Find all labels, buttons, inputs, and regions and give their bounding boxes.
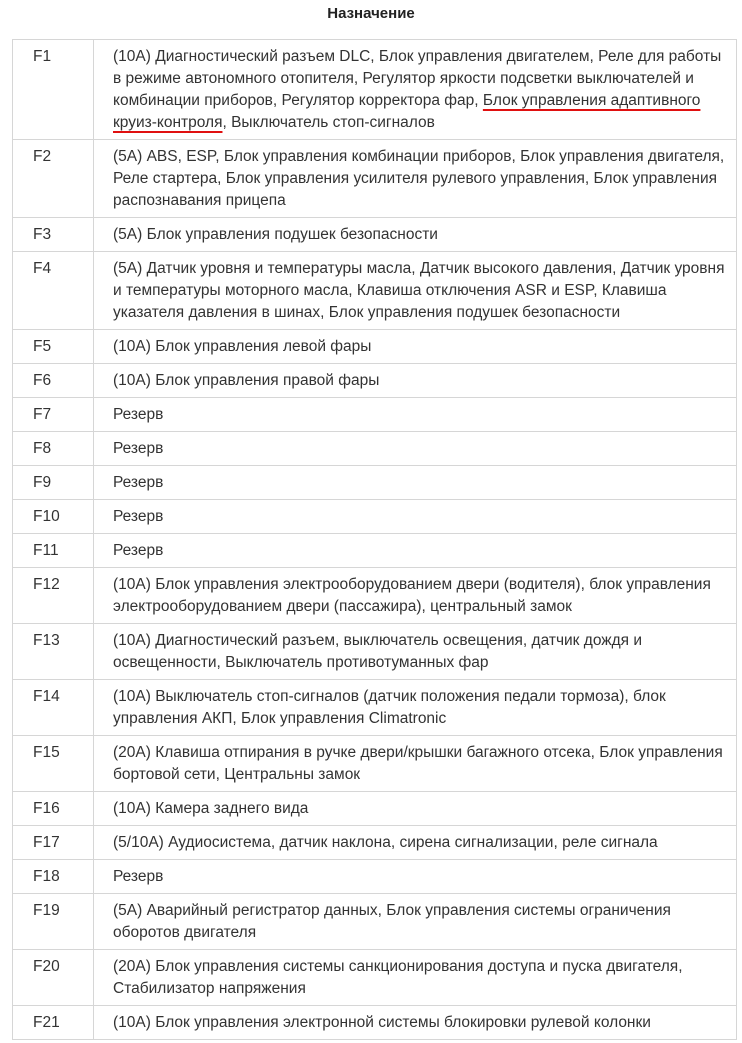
- fuse-number: F4: [13, 252, 94, 330]
- fuse-number: F11: [13, 534, 94, 568]
- fuse-number: F21: [13, 1006, 94, 1040]
- fuse-description: (10А) Блок управления левой фары: [94, 330, 737, 364]
- fuse-number: F9: [13, 466, 94, 500]
- table-row: [13, 500, 737, 534]
- fuse-description: [94, 40, 737, 140]
- fuse-number: F3: [13, 218, 94, 252]
- fuse-number: F18: [13, 860, 94, 894]
- highlighted-text: Блок управления адаптивного круиз-контроля: [113, 92, 701, 131]
- fuse-number: F7: [13, 398, 94, 432]
- table-row: [13, 466, 737, 500]
- fuse-number: F10: [13, 500, 94, 534]
- fuse-number: F1: [13, 40, 94, 140]
- fuse-description: (20А) Клавиша отпирания в ручке двери/крышки багажного отсека, Блок управления бортовой сети, Центральны замок: [94, 736, 737, 792]
- fuse-description: Резерв: [94, 500, 737, 534]
- description-text: (10А) Диагностический разъем DLC, Блок управления двигателем, Реле для работы в режиме автономного отопителя, Регулятор яркости подсветки выключателей и комбинации приборов, Регулятор корректора фар,: [113, 48, 722, 109]
- fuse-description: (10А) Блок управления электронной системы блокировки рулевой колонки: [94, 1006, 737, 1040]
- fuse-number: F6: [13, 364, 94, 398]
- fuse-number: F2: [13, 140, 94, 218]
- table-row: [13, 950, 737, 1006]
- fuse-number: F13: [13, 624, 94, 680]
- fuse-description: (5А) ABS, ESP, Блок управления комбинации приборов, Блок управления двигателя, Реле стартера, Блок управления усилителя рулевого управления, Блок управления распознавания прицепа: [94, 140, 737, 218]
- fuse-number: F16: [13, 792, 94, 826]
- table-row: [13, 364, 737, 398]
- fuse-number: F17: [13, 826, 94, 860]
- fuse-description: Резерв: [94, 860, 737, 894]
- fuse-number: F5: [13, 330, 94, 364]
- fuse-description: (5А) Блок управления подушек безопасности: [94, 218, 737, 252]
- fuse-description: (10А) Блок управления электрооборудованием двери (водителя), блок управления электрооборудованием двери (пассажира), центральный замок: [94, 568, 737, 624]
- table-row: [13, 736, 737, 792]
- table-row: [13, 252, 737, 330]
- table-row: [13, 534, 737, 568]
- fuse-description: Резерв: [94, 432, 737, 466]
- table-row: [13, 432, 737, 466]
- fuse-description: (10А) Выключатель стоп-сигналов (датчик положения педали тормоза), блок управления АКП, Блок управления Climatronic: [94, 680, 737, 736]
- table-row: [13, 568, 737, 624]
- table-row: [13, 624, 737, 680]
- fuse-number: F12: [13, 568, 94, 624]
- fuse-table: [12, 39, 737, 1040]
- fuse-description: (20А) Блок управления системы санкционирования доступа и пуска двигателя, Стабилизатор напряжения: [94, 950, 737, 1006]
- table-row: [13, 330, 737, 364]
- table-row: [13, 792, 737, 826]
- fuse-description: Резерв: [94, 398, 737, 432]
- fuse-number: F8: [13, 432, 94, 466]
- fuse-number: F20: [13, 950, 94, 1006]
- fuse-description: (10А) Блок управления правой фары: [94, 364, 737, 398]
- fuse-number: F19: [13, 894, 94, 950]
- table-row: [13, 860, 737, 894]
- table-row: [13, 140, 737, 218]
- description-text: , Выключатель стоп-сигналов: [222, 114, 435, 131]
- fuse-description: (10А) Диагностический разъем, выключатель освещения, датчик дождя и освещенности, Выключатель противотуманных фар: [94, 624, 737, 680]
- fuse-description: (10А) Камера заднего вида: [94, 792, 737, 826]
- fuse-number: F15: [13, 736, 94, 792]
- table-row: [13, 680, 737, 736]
- column-heading: Назначение: [327, 5, 415, 22]
- fuse-description: (5А) Аварийный регистратор данных, Блок управления системы ограничения оборотов двигателя: [94, 894, 737, 950]
- fuse-description: Резерв: [94, 534, 737, 568]
- table-row: [13, 398, 737, 432]
- fuse-number: F14: [13, 680, 94, 736]
- table-row: [13, 218, 737, 252]
- fuse-description: Резерв: [94, 466, 737, 500]
- table-row: [13, 1006, 737, 1040]
- fuse-description: (5А) Датчик уровня и температуры масла, Датчик высокого давления, Датчик уровня и температуры моторного масла, Клавиша отключения ASR и ESP, Клавиша указателя давления в шинах, Блок управления подушек безопасности: [94, 252, 737, 330]
- table-row: [13, 40, 737, 140]
- table-row: [13, 826, 737, 860]
- table-row: [13, 894, 737, 950]
- fuse-description: (5/10А) Аудиосистема, датчик наклона, сирена сигнализации, реле сигнала: [94, 826, 737, 860]
